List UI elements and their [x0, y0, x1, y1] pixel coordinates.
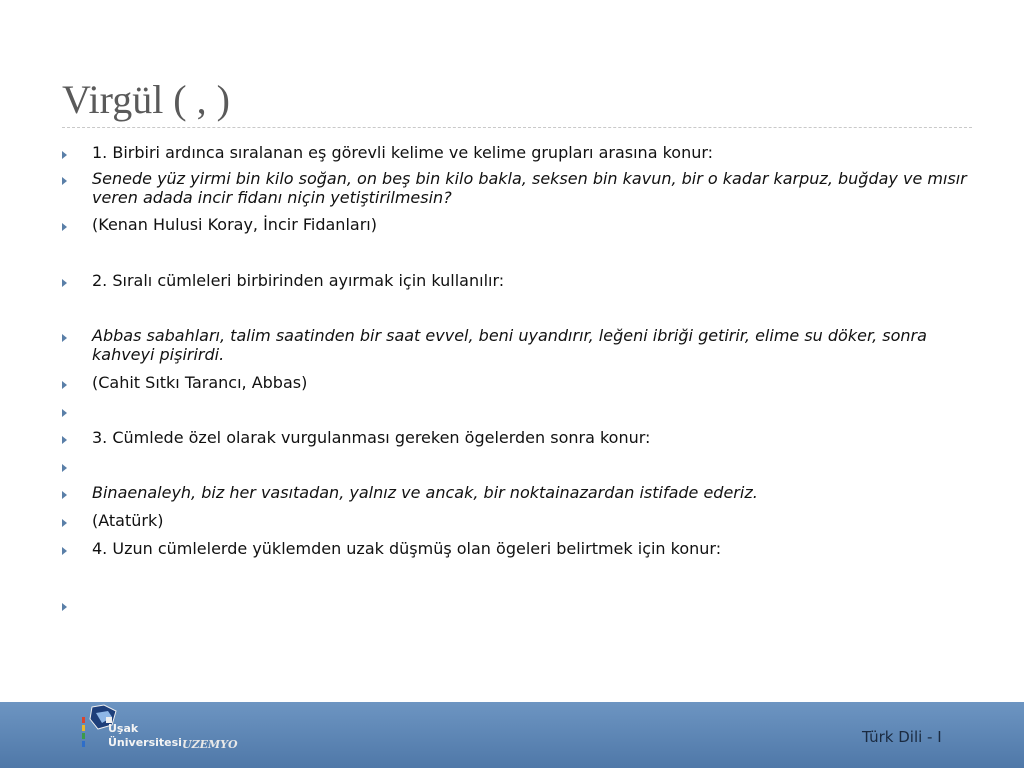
bullet-arrow-icon [62, 491, 67, 499]
logo-text-line2: Üniversitesi [108, 736, 182, 749]
bullet-arrow-icon [62, 603, 67, 611]
bullet-text: (Atatürk) [92, 511, 164, 530]
bullet-text: 2. Sıralı cümleleri birbirinden ayırmak için kullanılır: [92, 271, 505, 290]
title-divider [62, 127, 972, 128]
bullet-text: (Cahit Sıtkı Tarancı, Abbas) [92, 373, 308, 392]
bullet-arrow-icon [62, 519, 67, 527]
bullet-text: (Kenan Hulusi Koray, İncir Fidanları) [92, 215, 377, 234]
logo-text-line3: UZEMYO [182, 738, 238, 751]
bullet-text: Senede yüz yirmi bin kilo soğan, on beş bin kilo bakla, seksen bin kavun, bir o kadar karpuz, buğday ve mısır veren adada incir fidanı niçin yetiştirilmesin? [92, 169, 967, 207]
bullet-arrow-icon [62, 151, 67, 159]
bullet-text: 4. Uzun cümlelerde yüklemden uzak düşmüş olan ögeleri belirtmek için konur: [92, 539, 722, 558]
logo-text-line1: Uşak [108, 722, 139, 735]
bullet-arrow-icon [62, 464, 67, 472]
bullet-text: 3. Cümlede özel olarak vurgulanması gereken ögelerden sonra konur: [92, 428, 651, 447]
bullet-text: 1. Birbiri ardınca sıralanan eş görevli kelime ve kelime grupları arasına konur: [92, 143, 714, 162]
slide-title: Virgül ( , ) [62, 77, 230, 122]
bullet-arrow-icon [62, 279, 67, 287]
bullet-arrow-icon [62, 223, 67, 231]
bullet-arrow-icon [62, 177, 67, 185]
bullet-arrow-icon [62, 409, 67, 417]
footer-course-label: Türk Dili - I [862, 728, 942, 746]
bullet-text: Binaenaleyh, biz her vasıtadan, yalnız ve ancak, bir noktainazardan istifade ederiz. [92, 483, 758, 502]
bullet-arrow-icon [62, 547, 67, 555]
bullet-text: Abbas sabahları, talim saatinden bir saat evvel, beni uyandırır, leğeni ibriği getirir, elime su döker, sonra kahveyi pişirirdi. [92, 326, 927, 364]
bullet-arrow-icon [62, 436, 67, 444]
bullet-arrow-icon [62, 334, 67, 342]
bullet-arrow-icon [62, 381, 67, 389]
